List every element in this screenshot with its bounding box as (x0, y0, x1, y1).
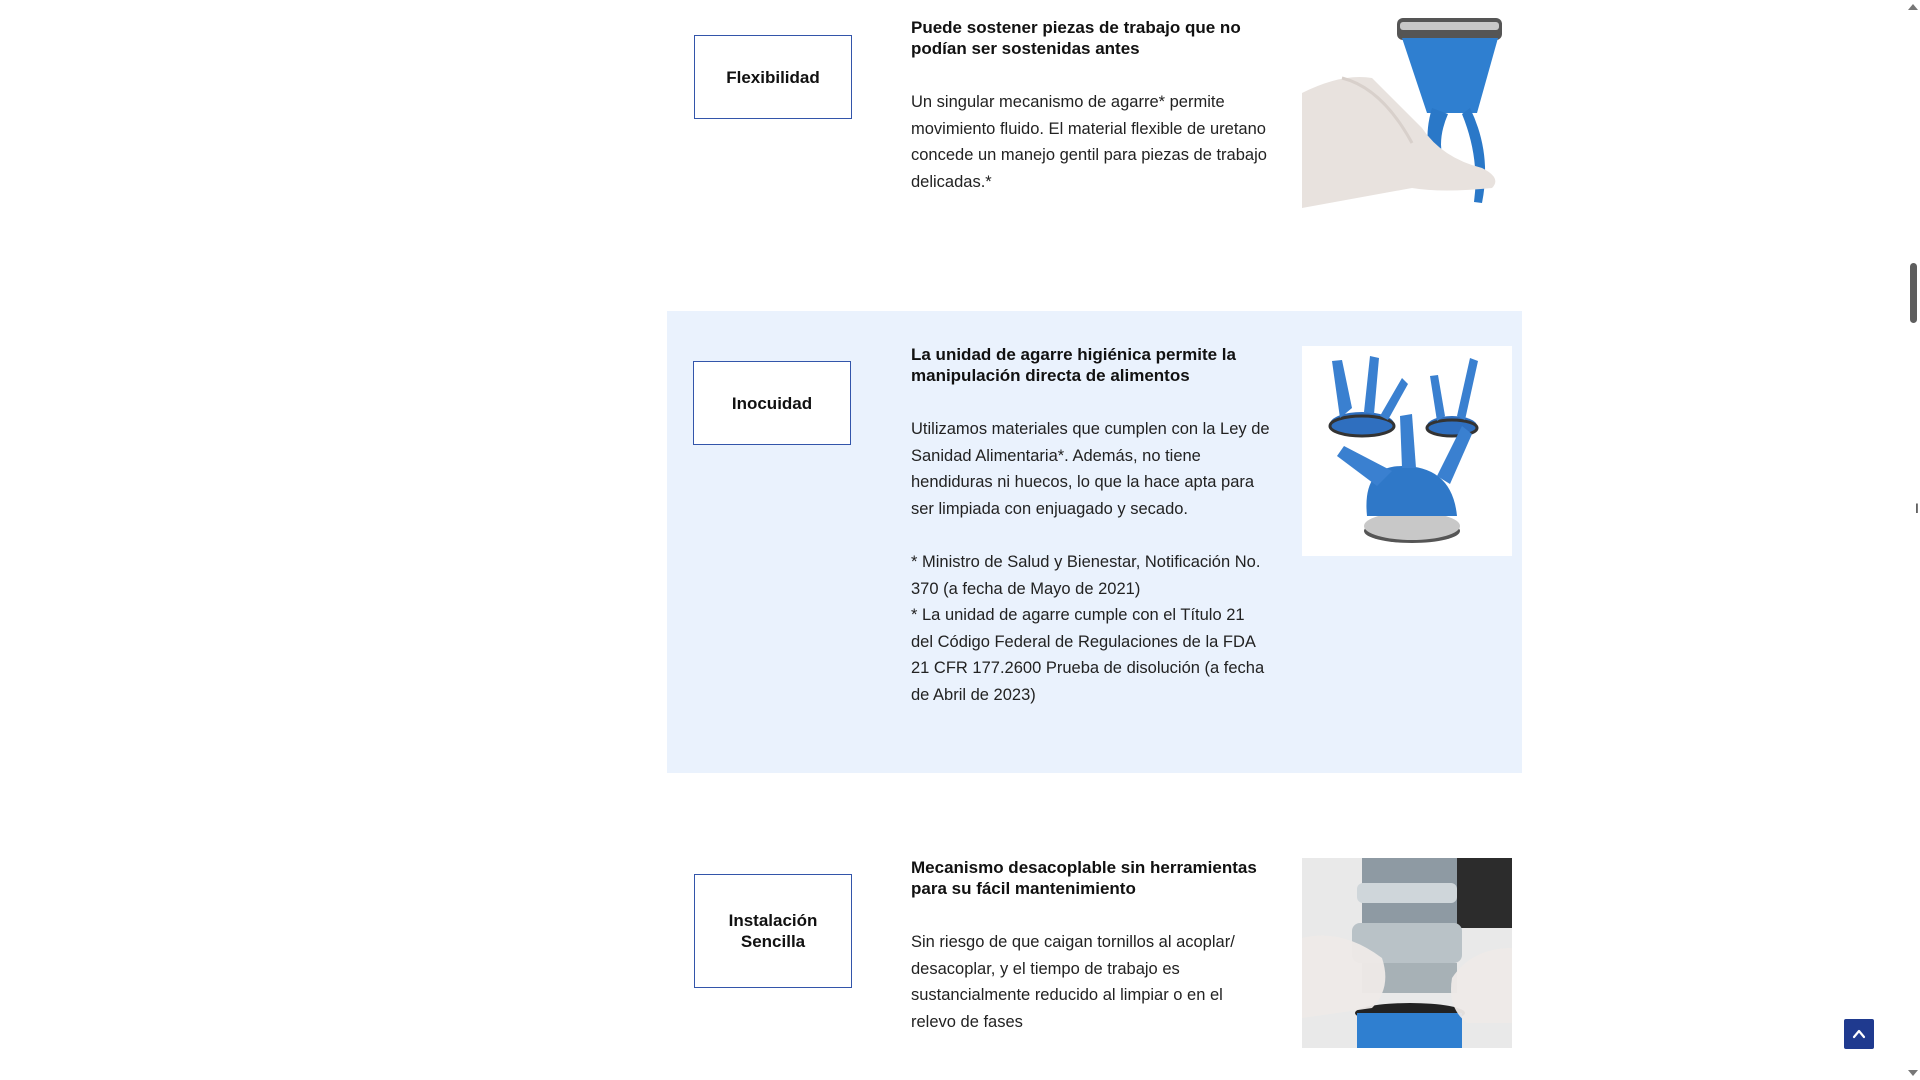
feature-flexibilidad (667, 0, 1522, 240)
feature-paragraph: Un singular mecanismo de agarre* permite movimiento fluido. El material flexible de uretano concede un manejo gentil para piezas de trabajo delicadas.* (911, 93, 1267, 191)
feature-text (911, 857, 1271, 1062)
feature-heading: Mecanismo desacoplable sin herramientas para su fácil mantenimiento (911, 858, 1257, 898)
page-scrollbar[interactable] (1906, 0, 1920, 1080)
feature-label-box (694, 35, 852, 119)
scrollbar-thumb[interactable] (1910, 263, 1917, 323)
feature-label-box (693, 361, 851, 445)
text-cursor-icon: I (1915, 500, 1919, 516)
feature-paragraph: Utilizamos materiales que cumplen con la Ley de Sanidad Alimentaria*. Además, no tiene hendiduras ni huecos, lo que la hace apta para ser limpiada con enjuagado y secado. (911, 420, 1270, 518)
feature-instalacion (667, 830, 1522, 1080)
scroll-up-arrow-icon[interactable] (1908, 4, 1918, 10)
feature-text (911, 17, 1271, 222)
chevron-up-icon (1851, 1026, 1867, 1042)
feature-footnote: * Ministro de Salud y Bienestar, Notificación No. 370 (a fecha de Mayo de 2021) (911, 553, 1261, 598)
feature-label: Flexibilidad (726, 67, 820, 87)
scroll-down-arrow-icon[interactable] (1908, 1070, 1918, 1076)
feature-heading: La unidad de agarre higiénica permite la manipulación directa de alimentos (911, 345, 1236, 385)
feature-label-box (694, 874, 852, 988)
back-to-top-button[interactable] (1844, 1019, 1874, 1049)
grippers-image (1302, 346, 1512, 556)
feature-footnote: * La unidad de agarre cumple con el Título 21 del Código Federal de Regulaciones de la FDA 21 CFR 177.2600 Prueba de disolución (a fecha de Abril de 2023) (911, 606, 1265, 704)
gripper-hand-image (1302, 18, 1512, 208)
installation-image (1302, 858, 1512, 1048)
feature-heading: Puede sostener piezas de trabajo que no podían ser sostenidas antes (911, 18, 1241, 58)
feature-paragraph: Sin riesgo de que caigan tornillos al acoplar/ desacoplar, y el tiempo de trabajo es sustancialmente reducido al limpiar o en el relevo de fases (911, 933, 1235, 1031)
feature-label: Instalación Sencilla (728, 911, 818, 951)
feature-inocuidad (667, 311, 1522, 773)
feature-label: Inocuidad (731, 393, 813, 413)
feature-text (911, 344, 1271, 708)
